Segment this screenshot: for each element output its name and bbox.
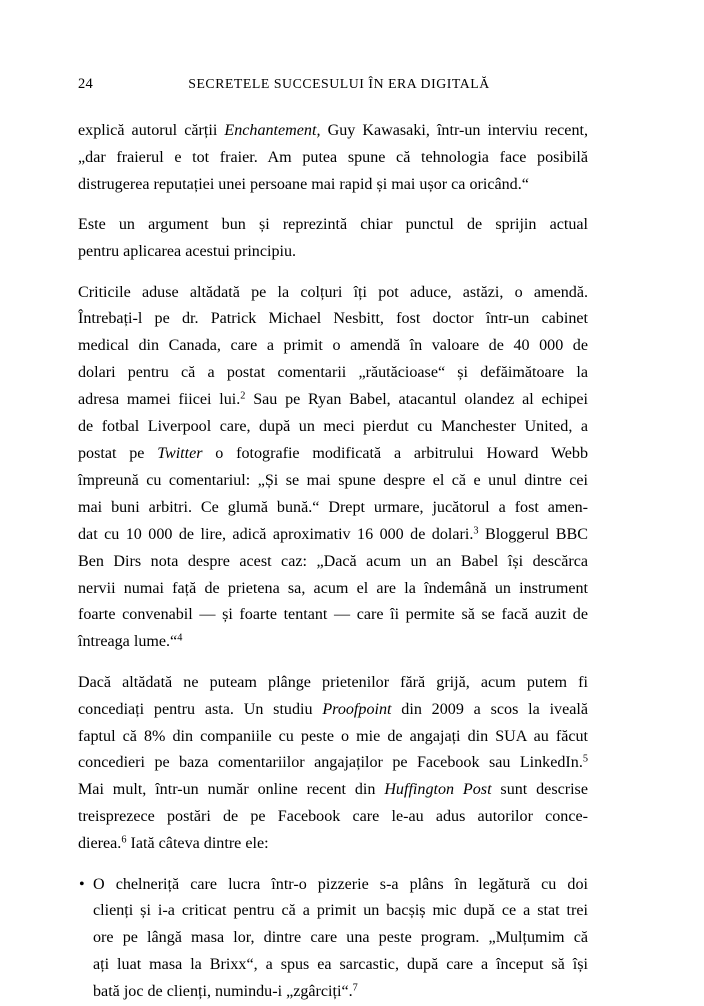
text-line: distrugerea reputației unei persoane mai rapid și mai ușor ca oricând.“ bbox=[78, 175, 529, 193]
text-line: foarte convenabil — și foarte tentant — care îi permite să se facă auzit de bbox=[78, 606, 588, 624]
text-line: ați luat masa la Brixx“, a spus ea sarcastic, după care a început să își bbox=[93, 956, 588, 974]
text-line: Mai mult, într-un număr online recent din Huffington Post sunt descrise bbox=[78, 781, 588, 799]
running-head bbox=[78, 74, 588, 96]
text-line: mai buni arbitri. Ce glumă bună.“ Drept urmare, jucătorul a fost amen- bbox=[78, 498, 588, 516]
text-line: nervii numai față de prietena sa, acum el are la îndemână un instrument bbox=[78, 579, 588, 597]
text-line: treisprezece postări de pe Facebook care le-au adus autorilor conce- bbox=[78, 808, 588, 826]
text-line: de fotbal Liverpool care, după un meci pierdut cu Manchester United, a bbox=[78, 418, 588, 436]
page-number: 24 bbox=[78, 76, 93, 92]
text-line: Dacă altădată ne puteam plânge prietenilor fără grijă, acum putem fi bbox=[78, 673, 588, 691]
text-line: Criticile aduse altădată pe la colțuri îți pot aduce, astăzi, o amendă. bbox=[78, 283, 588, 301]
text-line: clienți și i-a criticat pentru că a primit un bacșiș mic după ce a stat trei bbox=[93, 902, 588, 920]
text-line: concedieri pe baza comentariilor angajaților pe Facebook sau LinkedIn.$^5$ bbox=[78, 754, 588, 772]
text-line: dat cu 10 000 de lire, adică aproximativ 16 000 de dolari.$^3$ Bloggerul BBC bbox=[78, 525, 588, 543]
list-item-text bbox=[93, 872, 588, 1006]
text-line: dierea.$^6$ Iată câteva dintre ele: bbox=[78, 834, 269, 853]
text-line: dolari pentru că a postat comentarii „răutăcioase“ și defăimătoare la bbox=[78, 364, 588, 382]
text-line: „dar fraierul e tot fraier. Am putea spune că tehnologia face posibilă bbox=[78, 148, 588, 166]
text-line: concediați pentru asta. Un studiu Proofpoint din 2009 a scos la iveală bbox=[78, 700, 588, 718]
text-line: împreună cu comentariul: „Și se mai spune despre el că e unul dintre cei bbox=[78, 471, 588, 489]
paragraph bbox=[78, 118, 588, 199]
text-line: întreaga lume.“$^4$ bbox=[78, 632, 183, 651]
text-line: adresa mamei fiicei lui.$^2$ Sau pe Ryan Babel, atacantul olandez al echipei bbox=[78, 390, 588, 409]
body-text-block bbox=[78, 118, 588, 1006]
list-item bbox=[78, 872, 588, 1006]
text-line: medical din Canada, care a primit o amendă în valoare de 40 000 de bbox=[78, 337, 588, 355]
running-head-title: SECRETELE SUCCESULUI ÎN ERA DIGITALĂ bbox=[188, 76, 490, 91]
bullet-marker: • bbox=[79, 875, 85, 893]
text-line: Întrebați-l pe dr. Patrick Michael Nesbitt, fost doctor într-un cabinet bbox=[78, 310, 588, 328]
text-line: ore pe lângă masa lor, dintre care una peste program. „Mulțumim că bbox=[93, 929, 588, 947]
text-line: Ben Dirs nota despre acest caz: „Dacă acum un an Babel își descărca bbox=[78, 552, 588, 570]
text-line: faptul că 8% din companiile cu peste o mie de angajați din SUA au făcut bbox=[78, 727, 588, 745]
text-line: postat pe Twitter o fotografie modificată a arbitrului Howard Webb bbox=[78, 444, 588, 462]
text-line: explică autorul cărții Enchantement, Guy Kawasaki, într-un interviu recent, bbox=[78, 122, 588, 139]
paragraph bbox=[78, 212, 588, 266]
text-line: bată joc de clienți, numindu-i „zgârciți“.$^7$ bbox=[93, 982, 358, 1001]
paragraph bbox=[78, 670, 588, 858]
text-line: pentru aplicarea acestui principiu. bbox=[78, 243, 297, 261]
bullet-list bbox=[78, 872, 588, 1006]
text-line: O chelneriță care lucra într-o pizzerie s-a plâns în legătură cu doi bbox=[93, 875, 588, 893]
text-line: Este un argument bun și reprezintă chiar punctul de sprijin actual bbox=[78, 216, 588, 234]
paragraph bbox=[78, 280, 588, 657]
